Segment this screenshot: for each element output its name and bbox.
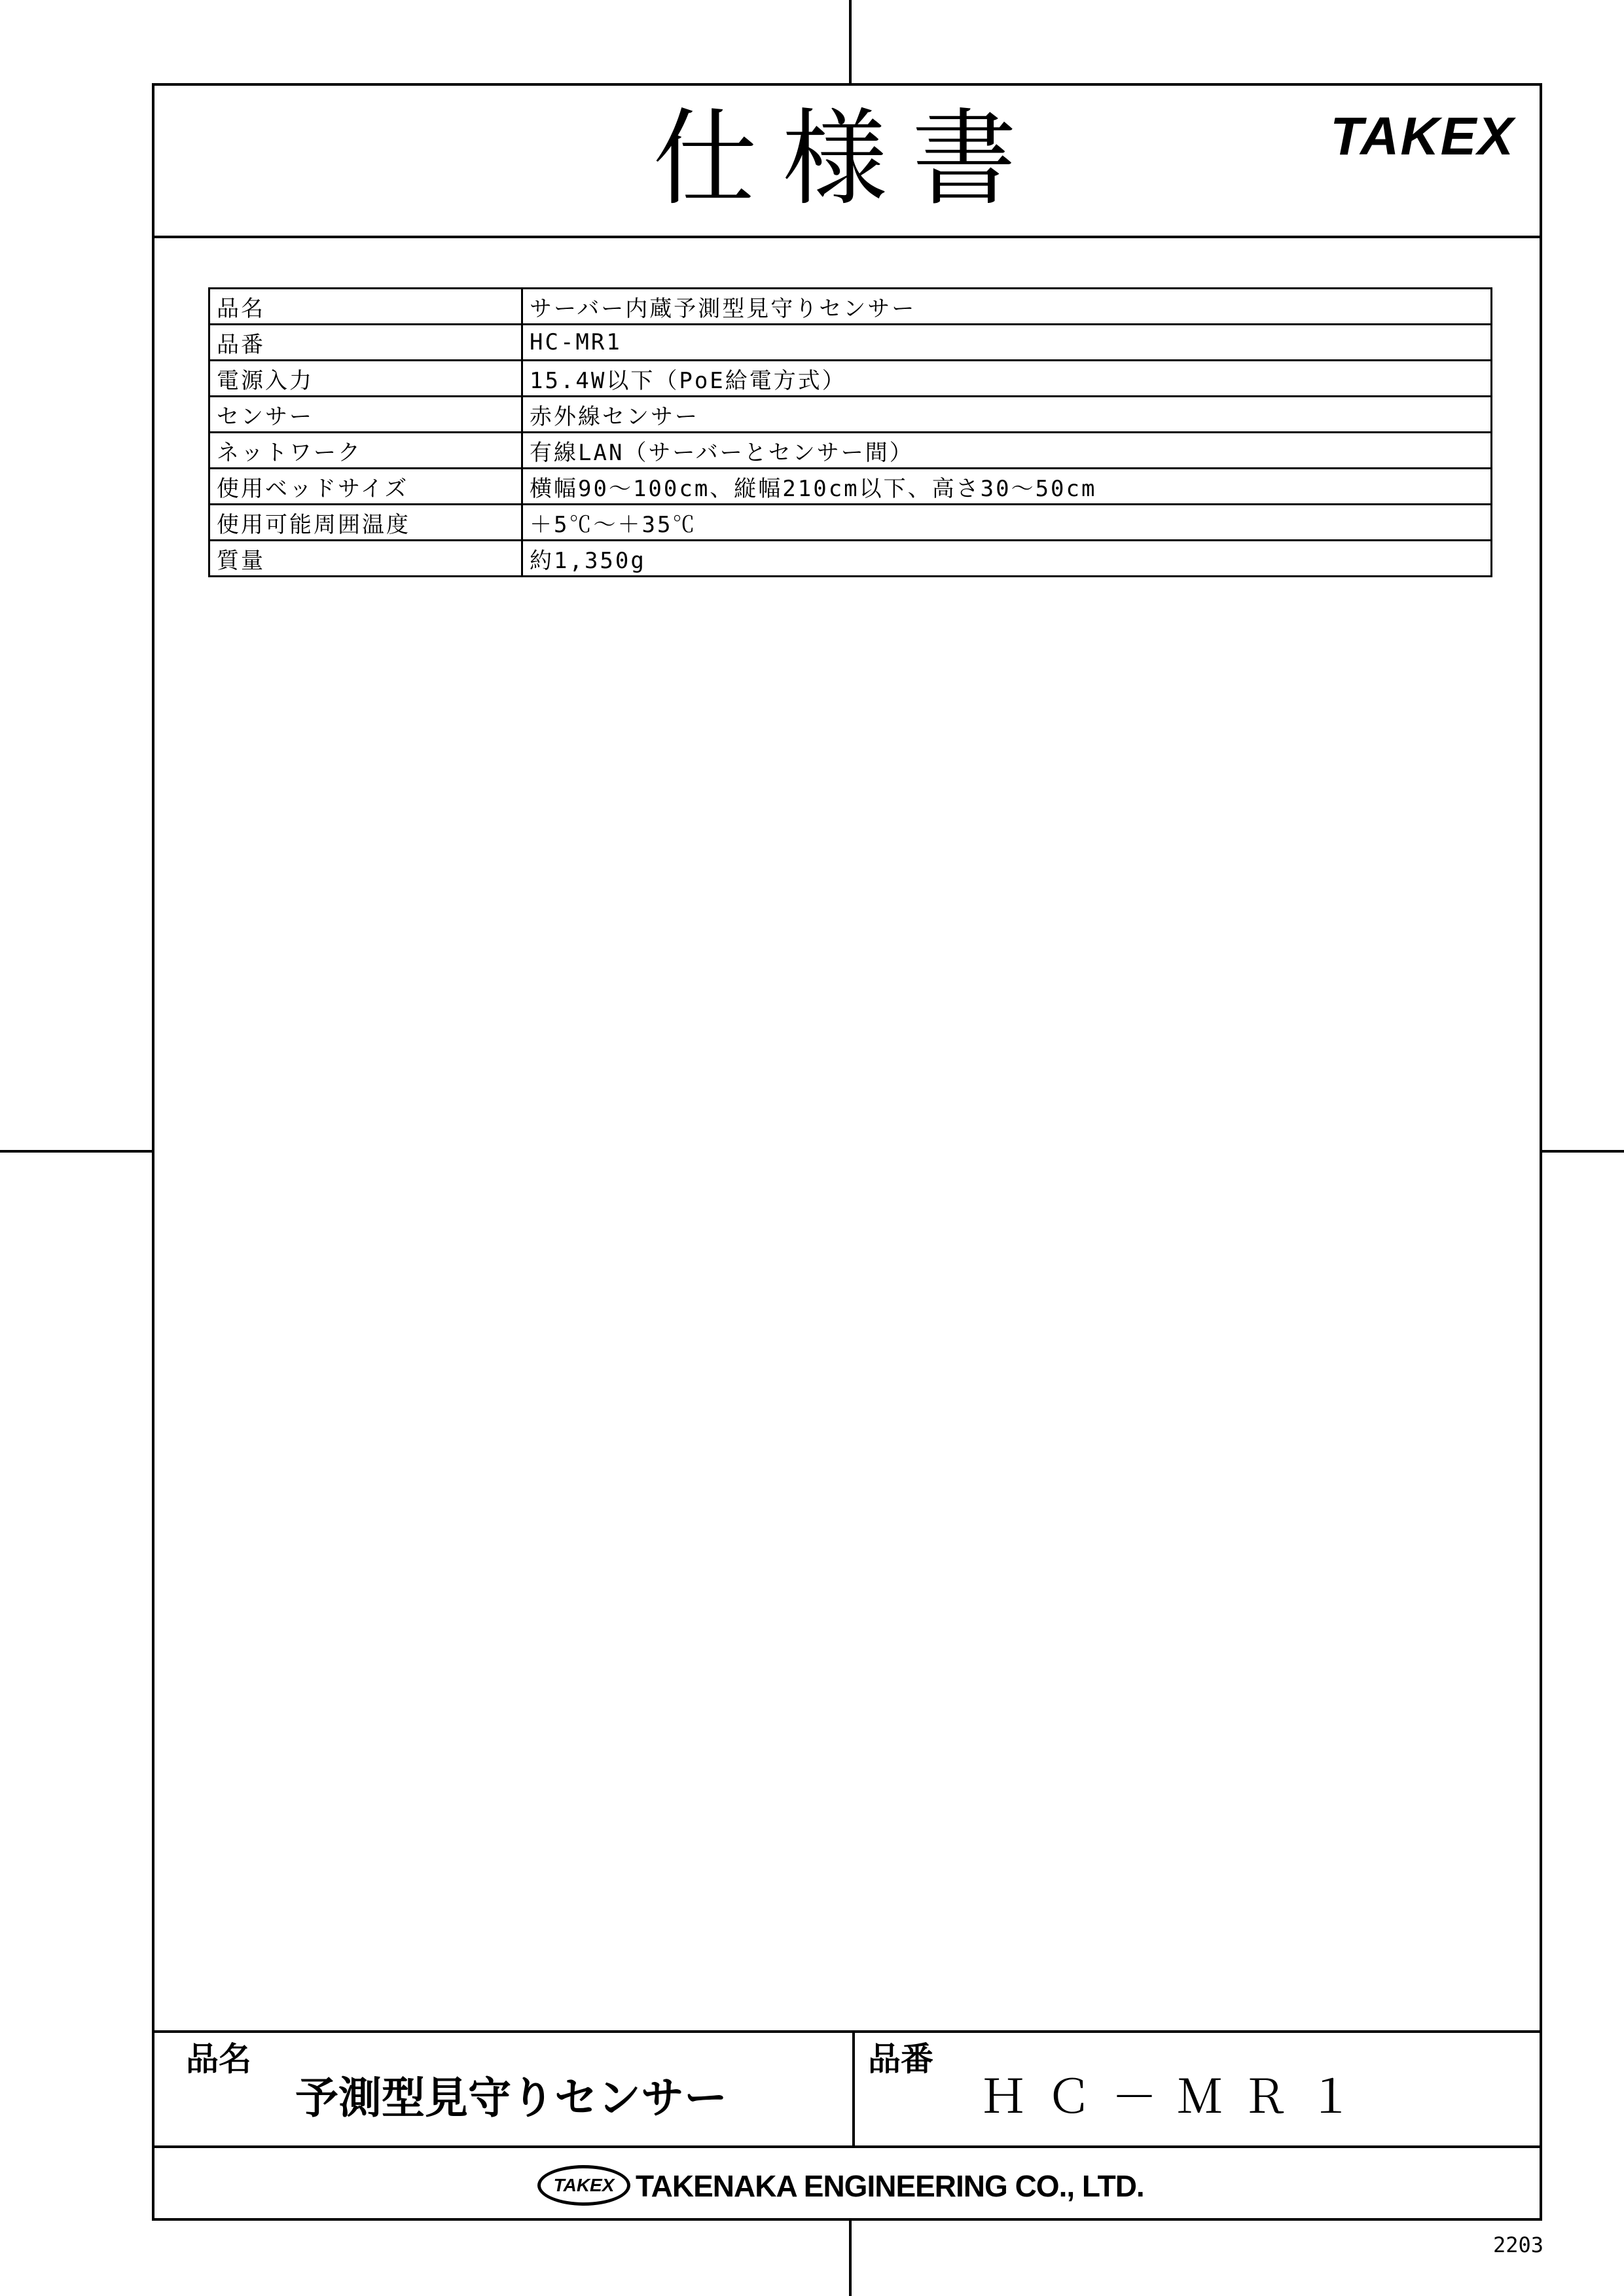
table-row [209,361,1492,397]
document-title: 仕様書 [652,98,1041,220]
product-footer [154,2030,1540,2148]
crop-mark-top [849,0,852,83]
spec-label: 使用ベッドサイズ [209,469,522,505]
product-name-value: 予測型見守りセンサー [295,2073,727,2123]
table-row [209,541,1492,577]
table-row [209,469,1492,505]
product-name-label: 品名 [186,2040,251,2078]
spec-label: 使用可能周囲温度 [209,505,522,541]
spec-value: 有線LAN（サーバーとセンサー間） [522,433,1492,469]
spec-label: 質量 [209,541,522,577]
spec-label: 電源入力 [209,361,522,397]
crop-mark-left [0,1150,152,1153]
brand-logo: TAKEX [1330,107,1515,166]
revision-code: 2203 [1493,2233,1544,2257]
table-row [209,289,1492,325]
spec-label: 品名 [209,289,522,325]
crop-mark-right [1542,1150,1624,1153]
spec-value: 約1,350g [522,541,1492,577]
document-header [154,86,1540,238]
spec-label: 品番 [209,325,522,361]
spec-value: サーバー内蔵予測型見守りセンサー [522,289,1492,325]
spec-label: ネットワーク [209,433,522,469]
spec-label: センサー [209,397,522,433]
product-code-label: 品番 [868,2040,933,2078]
spec-value: ＋5℃～＋35℃ [522,505,1492,541]
product-code-value: ＨＣ－ＭＲ１ [981,2070,1373,2124]
spec-table [208,287,1492,577]
table-row [209,433,1492,469]
company-block [154,2148,1540,2222]
spec-value: 赤外線センサー [522,397,1492,433]
table-row [209,397,1492,433]
spec-value: HC-MR1 [522,325,1492,361]
footer-divider [852,2033,855,2145]
table-row [209,505,1492,541]
company-name: TAKENAKA ENGINEERING CO., LTD. [636,2169,1144,2203]
company-logo: TAKEX [537,2165,630,2206]
spec-value: 15.4W以下（PoE給電方式） [522,361,1492,397]
spec-value: 横幅90～100cm、縦幅210cm以下、高さ30～50cm [522,469,1492,505]
crop-mark-bottom [849,2221,852,2296]
table-row [209,325,1492,361]
document-frame [152,83,1542,2221]
